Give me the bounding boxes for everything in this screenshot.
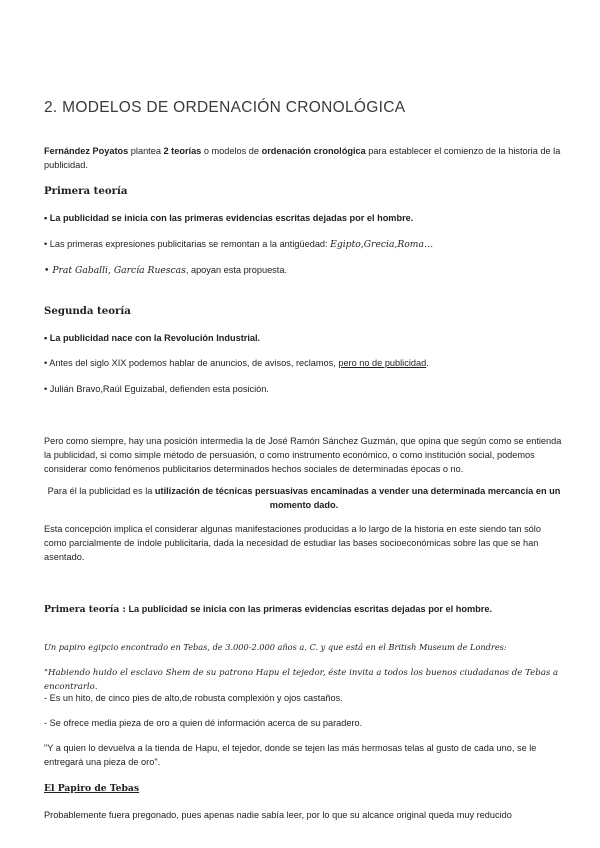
middle-paragraph-2-bold: utilización de técnicas persuasivas encaminadas a vender una determinada mercancía en un momento dado	[154, 486, 561, 510]
segunda-bullet-1-text: • La publicidad nace con la Revolución Industrial.	[44, 333, 261, 343]
intro-text-3: para establecer el comienzo de la historia de la publicidad.	[44, 146, 561, 170]
primera-bullet-3-text: , apoyan esta propuesta.	[185, 265, 287, 275]
intro-paragraph	[44, 144, 564, 172]
primera-bullet-1-text: • La publicidad se inicia con las primeras evidencias escritas dejadas por el hombre.	[44, 213, 414, 223]
primera-bullet-2-text: • Las primeras expresiones publicitarias se remontan a la antigüedad:	[44, 239, 331, 249]
section-heading: 2. MODELOS DE ORDENACIÓN CRONOLÓGICA	[44, 99, 406, 116]
papiro-title	[44, 781, 564, 796]
middle-paragraph-2-end: .	[335, 500, 339, 510]
intro-count: 2 teorías	[163, 146, 202, 156]
middle-paragraph-2	[40, 484, 568, 512]
section2-title-label: Primera teoría :	[44, 604, 126, 615]
intro-text-2: o modelos de	[201, 146, 262, 156]
segunda-bullet-2-end: .	[426, 358, 429, 368]
segunda-teoria-title: Segunda teoría	[44, 305, 131, 317]
last-paragraph: Probablemente fuera pregonado, pues apenas nadie sabía leer, por lo que su alcance original queda muy reducido	[44, 810, 512, 820]
middle-paragraph-1: Pero como siempre, hay una posición intermedia la de José Ramón Sánchez Guzmán, que opina que según como se entienda la publicidad, si como simple método de persuasión, o como instrumento económico, o como institución social, podemos considerar como fenómenos publicitarios determinados hechos sociales de determinadas épocas o no.	[44, 436, 562, 474]
intro-bold-term: ordenación cronológica	[261, 146, 366, 156]
segunda-bullet-1	[44, 331, 564, 345]
segunda-bullet-2	[44, 356, 564, 370]
primera-bullet-1	[44, 211, 564, 225]
segunda-bullet-3-text: • Julián Bravo,Raúl Eguizabal, defienden esta posición.	[44, 384, 269, 394]
primera-bullet-3	[44, 263, 564, 278]
quote-4: "Y a quien lo devuelva a la tienda de Hapu, el tejedor, donde se tejen las más hermosas telas al gusto de cada uno, se le entregará una pieza de oro".	[44, 743, 537, 767]
segunda-bullet-2-underline: pero no de publicidad	[338, 358, 427, 368]
section2-title	[44, 602, 564, 617]
middle-paragraph-3: Esta concepción implica el considerar algunas manifestaciones producidas a lo largo de la historia en este siendo tan sólo como parcialmente de índole publicitaria, dada la necesidad de estudiar las bases socioeconómicas sobre las que se han asentado.	[44, 524, 541, 562]
primera-bullet-3-italic: • Prat Gaballi, García Ruescas	[44, 265, 186, 276]
section2-title-rest: La publicidad se inicia con las primeras evidencias escritas dejadas por el hombre.	[125, 604, 493, 614]
intro-text-1: plantea	[128, 146, 164, 156]
quote-3: - Se ofrece media pieza de oro a quien dé información acerca de su paradero.	[44, 718, 363, 728]
segunda-bullet-2-text: • Antes del siglo XIX podemos hablar de anuncios, de avisos, reclamos,	[44, 358, 339, 368]
author-name: Fernández Poyatos	[44, 146, 129, 156]
papiro-title-text: El Papiro de Tebas	[44, 783, 140, 794]
quote-2: - Es un hito, de cinco pies de alto,de robusta complexión y ojos castaños.	[44, 693, 343, 703]
papiro-caption: Un papiro egipcio encontrado en Tebas, de 3.000-2.000 años a. C. y que está en el British Museum de Londres:	[44, 642, 507, 652]
middle-paragraph-2-text: Para él la publicidad es la	[47, 486, 155, 496]
quote-1: "Habiendo huido el esclavo Shem de su patrono Hapu el tejedor, éste invita a todos los buenos ciudadanos de Tebas a encontrarlo.	[44, 668, 559, 692]
primera-bullet-2	[44, 237, 564, 252]
segunda-bullet-3	[44, 382, 564, 396]
primera-bullet-2-italic: Egipto,Grecia,Roma…	[330, 239, 434, 250]
primera-teoria-title: Primera teoría	[44, 185, 128, 197]
